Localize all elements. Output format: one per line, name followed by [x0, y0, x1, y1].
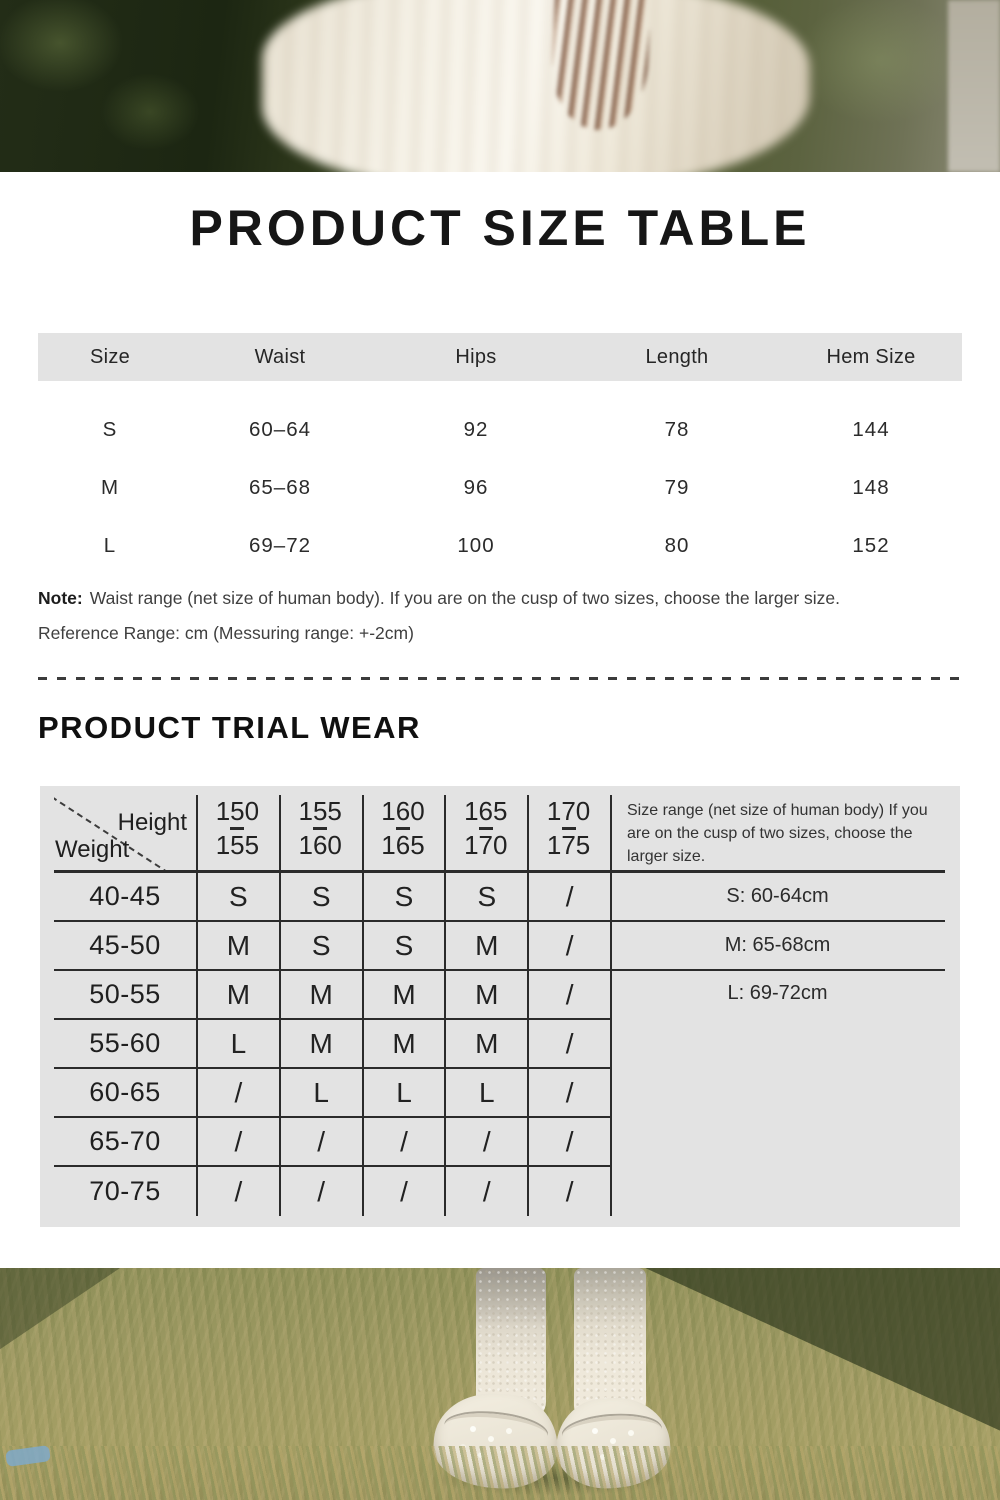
trial-size-cell: /	[444, 1118, 527, 1167]
hem-cell: 148	[852, 476, 890, 499]
size-table-notes	[38, 581, 962, 651]
trial-size-cell: M	[444, 1020, 527, 1069]
trial-size-cell: M	[196, 971, 279, 1020]
height-range-header: 160 165	[362, 786, 445, 873]
trial-size-cell: M	[279, 971, 362, 1020]
trial-wear-table	[54, 786, 945, 1216]
weight-row-label: 45-50	[54, 922, 196, 971]
trial-size-cell: S	[444, 873, 527, 922]
length-cell: 78	[664, 418, 690, 441]
right-shoe-pearls	[592, 1428, 598, 1434]
weight-row-label: 50-55	[54, 971, 196, 1020]
bottom-shoes-photo	[0, 1268, 1000, 1500]
size-range-note: Size range (net size of human body) If you are on the cusp of two sizes, choose the larger size.	[610, 786, 945, 873]
size-range-s: S: 60-64cm	[610, 873, 945, 922]
hem-cell: 144	[852, 418, 890, 441]
trial-size-cell: /	[527, 1167, 610, 1216]
note-text: Waist range (net size of human body). If you are on the cusp of two sizes, choose the larger size.	[89, 588, 841, 608]
size-range-m: M: 65-68cm	[610, 922, 945, 971]
height-label: Height	[117, 809, 187, 836]
trial-size-cell: S	[279, 873, 362, 922]
foreground-grass	[0, 1446, 1000, 1500]
waist-cell: 60–64	[248, 418, 311, 441]
trial-size-cell: S	[362, 922, 445, 971]
note-line	[38, 581, 962, 616]
hips-cell: 100	[457, 534, 495, 557]
background-wall	[948, 0, 1000, 172]
trial-size-cell: /	[527, 1069, 610, 1118]
trial-size-cell: /	[279, 1167, 362, 1216]
trial-size-cell: M	[196, 922, 279, 971]
size-cell: L	[103, 534, 117, 557]
corner-header-cell	[54, 786, 196, 873]
left-shoe-pearls	[470, 1426, 476, 1432]
length-cell: 80	[664, 534, 690, 557]
page-title: PRODUCT SIZE TABLE	[189, 200, 811, 256]
trial-size-cell: L	[444, 1069, 527, 1118]
trial-size-cell: M	[362, 1020, 445, 1069]
trial-size-cell: /	[362, 1167, 445, 1216]
white-blouse-shape	[262, 0, 810, 172]
trial-wear-panel	[40, 786, 960, 1227]
trial-size-cell: /	[362, 1118, 445, 1167]
trial-size-cell: /	[527, 971, 610, 1020]
weight-row-label: 70-75	[89, 1176, 161, 1206]
size-range-column	[610, 786, 945, 1216]
trial-size-cell: /	[444, 1167, 527, 1216]
trial-size-cell: L	[196, 1020, 279, 1069]
size-table-body	[38, 401, 962, 575]
column-header-waist: Waist	[254, 345, 306, 368]
size-table-header	[38, 333, 962, 381]
trial-size-cell: /	[527, 1118, 610, 1167]
trial-size-cell: /	[196, 1167, 279, 1216]
size-cell: M	[100, 476, 120, 499]
trial-wear-title: PRODUCT TRIAL WEAR	[38, 710, 421, 745]
weight-row-label: 65-70	[54, 1118, 196, 1167]
length-cell: 79	[664, 476, 690, 499]
height-range-header: 155 160	[279, 786, 362, 873]
trial-size-cell: L	[279, 1069, 362, 1118]
trial-size-cell: S	[196, 873, 279, 922]
trial-size-cell: /	[527, 922, 610, 971]
trial-size-cell: /	[196, 1118, 279, 1167]
trial-size-cell: M	[444, 971, 527, 1020]
trial-main-grid	[54, 786, 610, 1216]
waist-cell: 69–72	[248, 534, 311, 557]
height-range-header: 150 155	[196, 786, 279, 873]
weight-row-label: 60-65	[54, 1069, 196, 1118]
hem-cell: 152	[852, 534, 890, 557]
weight-row-label: 40-45	[54, 873, 196, 922]
column-header-length: Length	[645, 345, 709, 368]
column-header-hem: Hem Size	[826, 345, 916, 368]
column-header-size: Size	[89, 345, 131, 368]
trial-size-cell: /	[196, 1069, 279, 1118]
hips-cell: 96	[463, 476, 489, 499]
trial-size-cell: M	[444, 922, 527, 971]
trial-size-cell: /	[527, 1020, 610, 1069]
dashed-divider	[38, 677, 962, 680]
height-range-header: 170 175	[527, 786, 610, 873]
size-cell: S	[102, 418, 118, 441]
trial-size-cell: S	[362, 873, 445, 922]
weight-row-label: 55-60	[54, 1020, 196, 1069]
trial-size-cell: L	[362, 1069, 445, 1118]
reference-line: Reference Range: cm (Messuring range: +-2cm)	[38, 623, 414, 643]
hips-cell: 92	[463, 418, 489, 441]
note-label: Note:	[38, 588, 83, 608]
size-range-l: L: 69-72cm	[727, 982, 828, 1004]
weight-label: Weight	[55, 836, 130, 863]
trial-size-cell: M	[362, 971, 445, 1020]
trial-size-cell: /	[527, 873, 610, 922]
height-range-header: 165 170	[444, 786, 527, 873]
trial-size-cell: /	[279, 1118, 362, 1167]
trial-size-cell: M	[279, 1020, 362, 1069]
trial-size-cell: S	[279, 922, 362, 971]
top-model-photo	[0, 0, 1000, 172]
waist-cell: 65–68	[248, 476, 311, 499]
column-header-hips: Hips	[455, 345, 497, 368]
